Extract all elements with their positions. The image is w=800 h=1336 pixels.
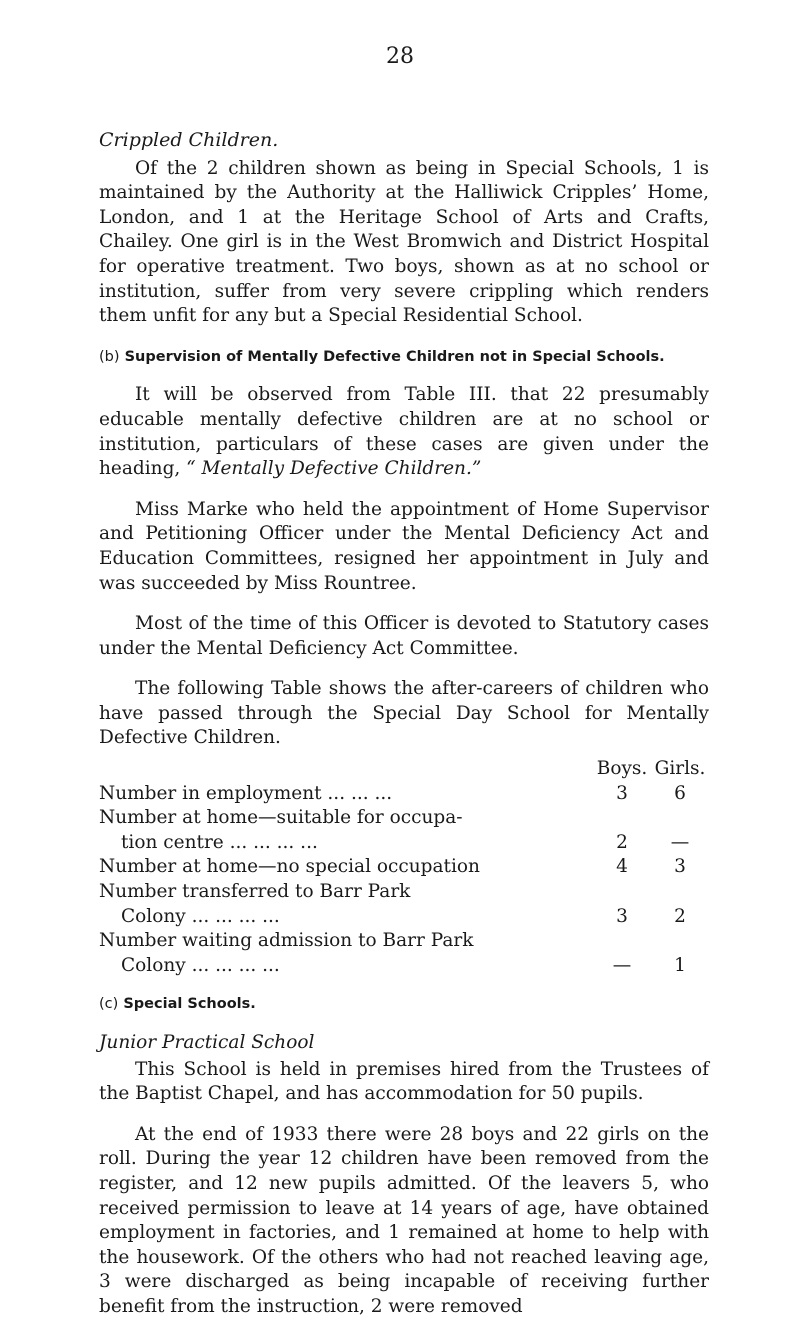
after-careers-table	[99, 757, 709, 978]
row-boys-value: 3	[616, 905, 628, 927]
special-schools-paragraph-1: This School is held in premises hired from the Trustees of the Baptist Chapel, and has accommodation for 50 pupils.	[99, 1058, 709, 1105]
row-label-line: Number waiting admission to Barr Park	[99, 930, 474, 952]
row-label-continuation: tion centre ... ... ... ...	[121, 831, 318, 853]
table-header-blank	[99, 757, 593, 782]
supervision-paragraph-1-text: It will be observed from Table III. that 22 presumably educable mentally defective children are at no school or institution, particulars of these cases are given under the heading,	[99, 384, 709, 480]
row-boys-value: 4	[616, 856, 628, 878]
supervision-heading	[99, 345, 709, 370]
table-row	[99, 806, 709, 855]
table-row	[99, 855, 709, 880]
special-schools-heading-label: (c)	[99, 996, 119, 1013]
row-label	[99, 929, 593, 978]
row-girls-value: —	[670, 831, 690, 853]
table-row	[99, 929, 709, 978]
supervision-heading-text: Supervision of Mentally Defective Children not in Special Schools.	[124, 348, 665, 365]
supervision-paragraph-1	[99, 383, 709, 481]
row-label-line: Number at home—no special occupation	[99, 856, 480, 878]
row-boys-value: —	[612, 954, 632, 976]
row-label-continuation: Colony ... ... ... ...	[121, 905, 280, 927]
column-header-boys: Boys.	[596, 758, 648, 780]
row-label	[99, 806, 593, 855]
row-label-line: Number in employment ... ... ...	[99, 782, 393, 804]
row-label-continuation: Colony ... ... ... ...	[121, 954, 280, 976]
supervision-heading-label: (b)	[99, 348, 120, 365]
row-girls-value: 3	[674, 856, 686, 878]
row-girls-value: 2	[674, 905, 686, 927]
junior-practical-school-title: Junior Practical School	[99, 1032, 315, 1053]
special-schools-heading-text: Special Schools.	[123, 996, 256, 1013]
special-schools-paragraph-2: At the end of 1933 there were 28 boys and 22 girls on the roll. During the year 12 children have been removed from the register, and 12 new pupils admitted. Of the leavers 5, who received permission to leave at 14 years of age, have obtained employment in factories, and 1 remained at home to help with the housework. Of the others who had not reached leaving age, 3 were discharged as being incapable of receiving further benefit from the instruction, 2 were removed	[99, 1123, 709, 1317]
column-header-girls: Girls.	[654, 758, 706, 780]
special-schools-heading	[99, 992, 709, 1017]
supervision-paragraph-4: The following Table shows the after-careers of children who have passed through the Special Day School for Mentally Defective Children.	[99, 678, 709, 749]
page-content	[99, 128, 709, 1336]
row-boys-value: 2	[616, 831, 628, 853]
table-row	[99, 880, 709, 929]
page-number: 28	[386, 44, 414, 69]
row-label	[99, 855, 593, 880]
crippled-children-title: Crippled Children.	[99, 129, 279, 151]
table-row	[99, 782, 709, 807]
crippled-children-paragraph: Of the 2 children shown as being in Special Schools, 1 is maintained by the Authority at the Halliwick Cripples’ Home, London, and 1 at the Heritage School of Arts and Crafts, Chailey. One girl is in the West Bromwich and District Hospital for operative treatment. Two boys, shown as at no school or institution, suffer from very severe crippling which renders them unfit for any but a Special Residential School.	[99, 157, 709, 327]
table-header-row	[99, 757, 709, 782]
row-label	[99, 880, 593, 929]
row-girls-value: 6	[674, 782, 686, 804]
row-boys-value: 3	[616, 782, 628, 804]
row-girls-value: 1	[674, 954, 686, 976]
supervision-paragraph-1-emphasis: “ Mentally Defective Children.”	[186, 458, 482, 480]
supervision-paragraph-3: Most of the time of this Officer is devoted to Statutory cases under the Mental Deficiency Act Committee.	[99, 613, 709, 659]
row-label-line: Number transferred to Barr Park	[99, 881, 411, 903]
supervision-paragraph-2: Miss Marke who held the appointment of Home Supervisor and Petitioning Officer under the Mental Deficiency Act and Education Committees, resigned her appointment in July and was succeeded by Miss Rountree.	[99, 498, 709, 594]
row-label-line: Number at home—suitable for occupa-	[99, 807, 463, 829]
row-label	[99, 782, 593, 807]
